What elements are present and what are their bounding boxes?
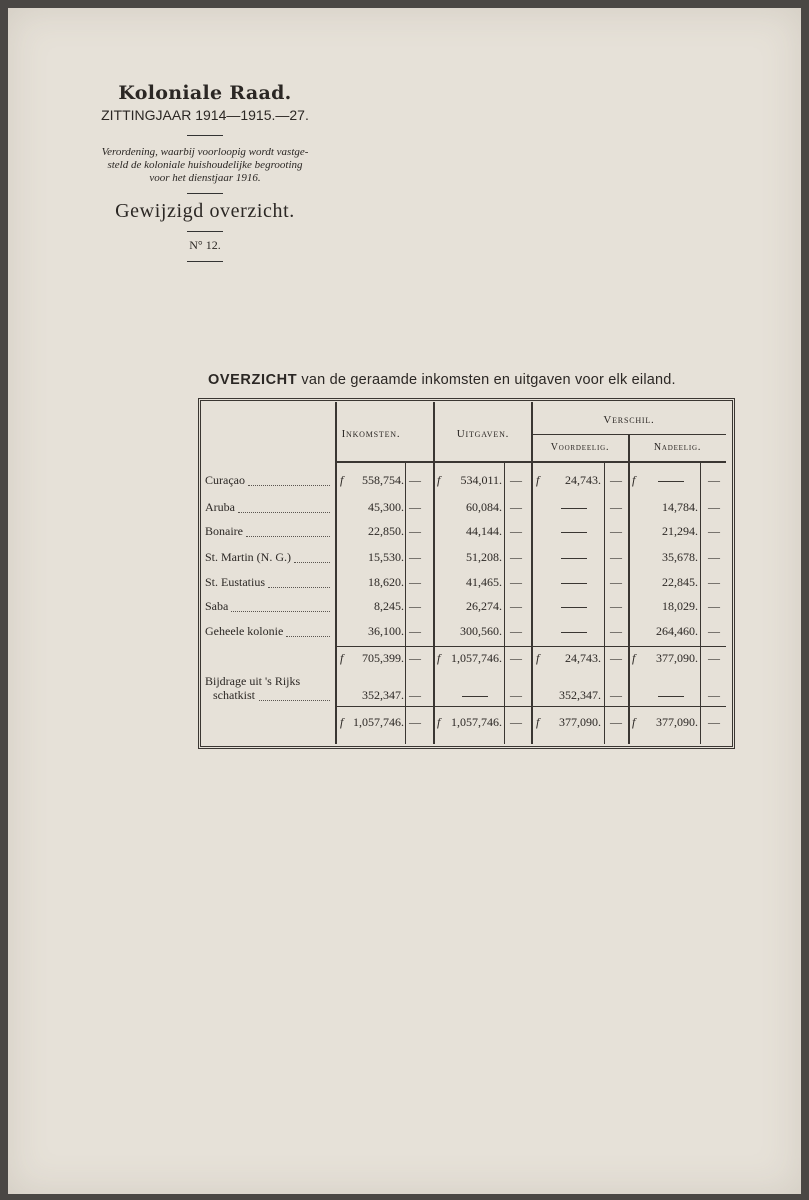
florin-sign: f bbox=[632, 651, 636, 665]
cell-uitgaven-dash: — bbox=[510, 524, 522, 538]
cell-uitgaven: 51,208. bbox=[466, 550, 502, 564]
florin-sign: f bbox=[632, 473, 636, 487]
header-rule-3 bbox=[187, 231, 223, 232]
cell-uitgaven: 1,057,746. bbox=[451, 651, 502, 665]
cell-voordeelig-dash: — bbox=[610, 524, 622, 538]
cell-nadeelig: 22,845. bbox=[662, 575, 698, 589]
cell-nadeelig-dash: — bbox=[708, 500, 720, 514]
cell-nadeelig-dash: — bbox=[708, 688, 720, 702]
header-subtitle: Gewijzigd overzicht. bbox=[115, 200, 295, 222]
cell-nadeelig-dash: — bbox=[708, 473, 720, 487]
row-label-3: St. Martin (N. G.) bbox=[205, 550, 291, 564]
table-vline-uit-dash bbox=[504, 462, 505, 744]
cell-uitgaven: 60,084. bbox=[466, 500, 502, 514]
row-label-0: Curaçao bbox=[205, 473, 245, 487]
cell-uitgaven-dash: — bbox=[510, 550, 522, 564]
cell-inkomsten: 15,530. bbox=[368, 550, 404, 564]
florin-sign: f bbox=[536, 715, 540, 729]
cell-nadeelig: 18,029. bbox=[662, 599, 698, 613]
florin-sign: f bbox=[437, 651, 441, 665]
cell-voordeelig: 377,090. bbox=[559, 715, 601, 729]
cell-nadeelig: 377,090. bbox=[656, 715, 698, 729]
row-label-6: Geheele kolonie bbox=[205, 624, 284, 638]
cell-inkomsten: 8,245. bbox=[374, 599, 404, 613]
cell-inkomsten: 18,620. bbox=[368, 575, 404, 589]
florin-sign: f bbox=[340, 715, 344, 729]
cell-voordeelig: 352,347. bbox=[559, 688, 601, 702]
cell-voordeelig-empty bbox=[561, 607, 587, 608]
header-session: ZITTINGJAAR 1914—1915.—27. bbox=[101, 107, 309, 123]
column-header-verschil: Verschil. bbox=[603, 414, 655, 426]
cell-voordeelig-empty bbox=[561, 632, 587, 633]
cell-inkomsten-dash: — bbox=[409, 599, 421, 613]
cell-uitgaven-dash: — bbox=[510, 715, 522, 729]
cell-nadeelig-dash: — bbox=[708, 651, 720, 665]
cell-voordeelig-dash: — bbox=[610, 688, 622, 702]
cell-uitgaven-empty bbox=[462, 696, 488, 697]
column-header-nadeelig: Nadeelig. bbox=[653, 442, 702, 453]
cell-voordeelig-dash: — bbox=[610, 575, 622, 589]
cell-voordeelig-empty bbox=[561, 558, 587, 559]
row-label-1: Aruba bbox=[205, 500, 235, 514]
cell-inkomsten-dash: — bbox=[409, 550, 421, 564]
cell-uitgaven-dash: — bbox=[510, 500, 522, 514]
cell-nadeelig-dash: — bbox=[708, 575, 720, 589]
cell-uitgaven-dash: — bbox=[510, 651, 522, 665]
row-label-2: Bonaire bbox=[205, 524, 243, 538]
cell-voordeelig-empty bbox=[561, 508, 587, 509]
cell-inkomsten-dash: — bbox=[409, 524, 421, 538]
cell-voordeelig-dash: — bbox=[610, 715, 622, 729]
cell-inkomsten-dash: — bbox=[409, 473, 421, 487]
bijdrage-label-line2: schatkist bbox=[213, 688, 255, 702]
document-header bbox=[60, 82, 350, 272]
cell-nadeelig: 21,294. bbox=[662, 524, 698, 538]
cell-nadeelig-empty bbox=[658, 696, 684, 697]
florin-sign: f bbox=[437, 715, 441, 729]
cell-uitgaven: 1,057,746. bbox=[451, 715, 502, 729]
cell-nadeelig-dash: — bbox=[708, 550, 720, 564]
column-header-inkomsten: Inkomsten. bbox=[341, 428, 401, 440]
florin-sign: f bbox=[536, 651, 540, 665]
table-vline-ink-dash bbox=[405, 462, 406, 744]
cell-nadeelig: 264,460. bbox=[656, 624, 698, 638]
cell-uitgaven: 41,465. bbox=[466, 575, 502, 589]
cell-nadeelig-dash: — bbox=[708, 524, 720, 538]
cell-inkomsten: 45,300. bbox=[368, 500, 404, 514]
table-caption bbox=[208, 372, 728, 388]
cell-nadeelig-dash: — bbox=[708, 599, 720, 613]
cell-inkomsten: 352,347. bbox=[362, 688, 404, 702]
cell-inkomsten-dash: — bbox=[409, 651, 421, 665]
cell-inkomsten: 558,754. bbox=[362, 473, 404, 487]
cell-uitgaven: 534,011. bbox=[460, 473, 502, 487]
header-description-line1: Verordening, waarbij voorloopig wordt vastge- bbox=[101, 146, 309, 158]
header-rule-4 bbox=[187, 261, 223, 262]
row-label-4: St. Eustatius bbox=[205, 575, 266, 589]
table-vline-voor-dash bbox=[604, 462, 605, 744]
cell-voordeelig-dash: — bbox=[610, 473, 622, 487]
header-description-line3: voor het dienstjaar 1916. bbox=[149, 172, 261, 184]
table-vline-uitgaven bbox=[433, 402, 435, 744]
cell-voordeelig-empty bbox=[561, 583, 587, 584]
cell-inkomsten: 36,100. bbox=[368, 624, 404, 638]
cell-inkomsten-dash: — bbox=[409, 624, 421, 638]
cell-voordeelig-dash: — bbox=[610, 624, 622, 638]
table-vline-nad-dash bbox=[700, 462, 701, 744]
cell-inkomsten-dash: — bbox=[409, 688, 421, 702]
header-rule-2 bbox=[187, 193, 223, 194]
cell-nadeelig-empty bbox=[658, 481, 684, 482]
cell-inkomsten: 22,850. bbox=[368, 524, 404, 538]
cell-uitgaven: 44,144. bbox=[466, 524, 502, 538]
row-label-5: Saba bbox=[205, 599, 229, 613]
cell-inkomsten: 705,399. bbox=[362, 651, 404, 665]
cell-uitgaven-dash: — bbox=[510, 473, 522, 487]
cell-uitgaven: 26,274. bbox=[466, 599, 502, 613]
cell-uitgaven: 300,560. bbox=[460, 624, 502, 638]
cell-voordeelig-empty bbox=[561, 532, 587, 533]
cell-nadeelig: 35,678. bbox=[662, 550, 698, 564]
table-hline-verschil bbox=[532, 434, 726, 435]
cell-voordeelig-dash: — bbox=[610, 500, 622, 514]
florin-sign: f bbox=[536, 473, 540, 487]
florin-sign: f bbox=[340, 651, 344, 665]
cell-voordeelig-dash: — bbox=[610, 651, 622, 665]
cell-voordeelig-dash: — bbox=[610, 550, 622, 564]
table-caption-bold: OVERZICHT bbox=[208, 372, 298, 388]
cell-voordeelig: 24,743. bbox=[565, 473, 601, 487]
table-caption-rest: van de geraamde inkomsten en uitgaven voor elk eiland. bbox=[301, 372, 676, 388]
cell-inkomsten: 1,057,746. bbox=[353, 715, 404, 729]
cell-uitgaven-dash: — bbox=[510, 688, 522, 702]
cell-inkomsten-dash: — bbox=[409, 715, 421, 729]
cell-uitgaven-dash: — bbox=[510, 599, 522, 613]
bijdrage-label-line1: Bijdrage uit 's Rijks bbox=[205, 674, 301, 688]
cell-nadeelig: 377,090. bbox=[656, 651, 698, 665]
header-description-line2: steld de koloniale huishoudelijke begrooting bbox=[107, 159, 303, 171]
florin-sign: f bbox=[340, 473, 344, 487]
cell-nadeelig-dash: — bbox=[708, 715, 720, 729]
cell-uitgaven-dash: — bbox=[510, 575, 522, 589]
cell-nadeelig: 14,784. bbox=[662, 500, 698, 514]
cell-inkomsten-dash: — bbox=[409, 575, 421, 589]
cell-inkomsten-dash: — bbox=[409, 500, 421, 514]
table-hline-subtotal bbox=[335, 646, 726, 647]
cell-voordeelig-dash: — bbox=[610, 599, 622, 613]
florin-sign: f bbox=[437, 473, 441, 487]
table-hline-header bbox=[335, 461, 726, 463]
florin-sign: f bbox=[632, 715, 636, 729]
cell-nadeelig-dash: — bbox=[708, 624, 720, 638]
cell-uitgaven-dash: — bbox=[510, 624, 522, 638]
header-rule-1 bbox=[187, 135, 223, 136]
table-hline-total bbox=[335, 706, 726, 707]
cell-voordeelig: 24,743. bbox=[565, 651, 601, 665]
column-header-uitgaven: Uitgaven. bbox=[456, 428, 510, 440]
header-title: Koloniale Raad. bbox=[118, 82, 292, 104]
header-number: N° 12. bbox=[189, 238, 221, 252]
column-header-voordeelig: Voordeelig. bbox=[550, 442, 610, 453]
